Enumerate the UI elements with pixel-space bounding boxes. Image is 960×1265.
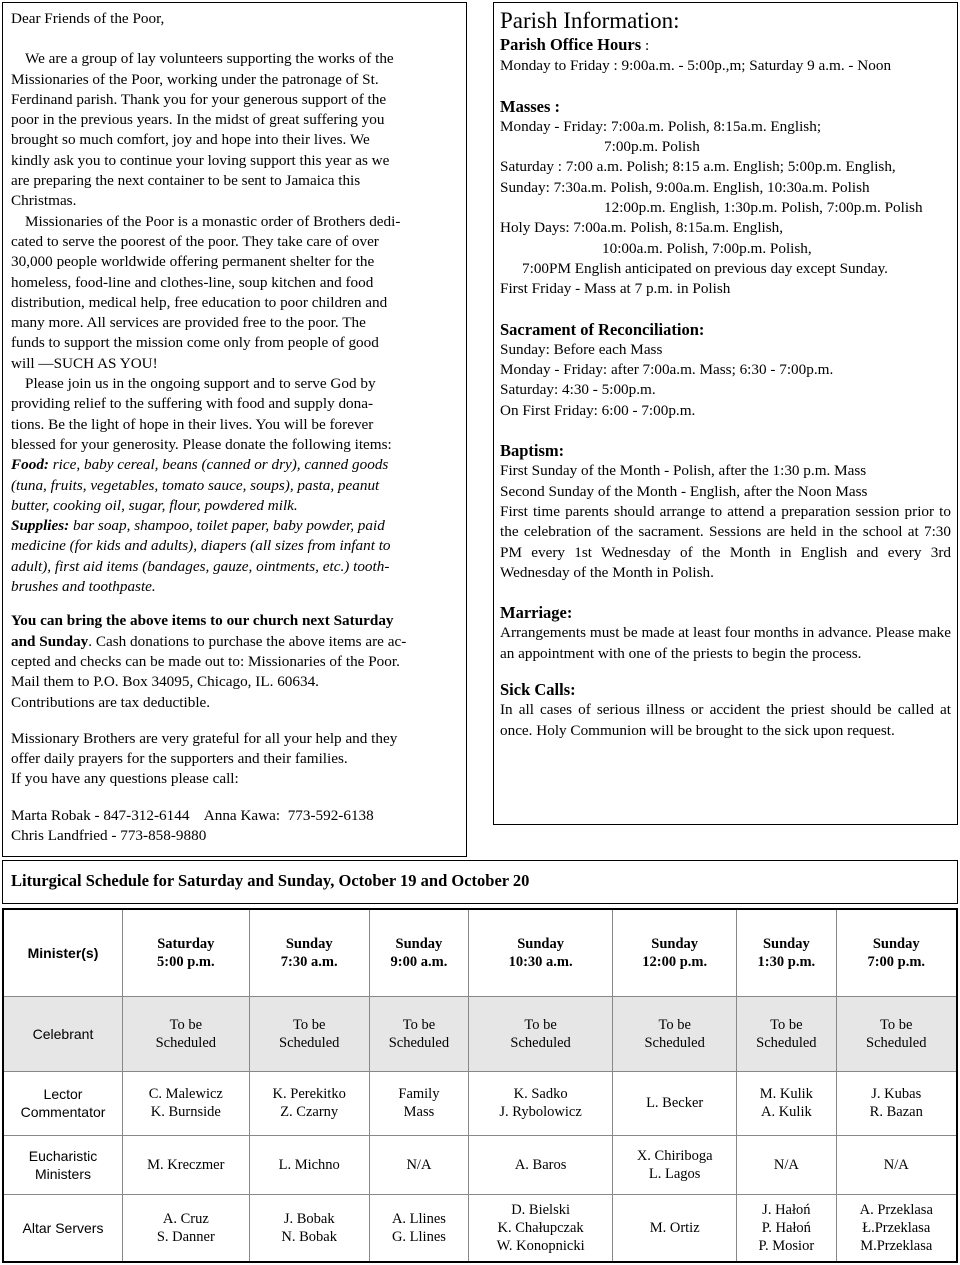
table-row: [3, 1135, 957, 1194]
parish-info-box: Parish Information: Parish Office Hours : Monday to Friday : 9:00a.m. - 5:00p.,m; Saturday 9 a.m. - Noon Masses : Monday - Friday: 7:00a.m. Polish, 8:15a.m. English; 7:00p.m. Polish Saturday : 7:00 a.m. Polish; 8:15 a.m. English; 5:00p.m. English, Sunday: 7:30a.m. Polish, 9:00a.m. English, 10:30a.m. Polish 12:00p.m. English, 1:30p.m. Polish, 7:00p.m. Polish Holy Days: 7:00a.m. Polish, 8:15a.m. English, 10:00a.m. Polish, 7:00p.m. Polish, 7:00PM English anticipated on previous day except Sunday. First Friday - Mass at 7 p.m. in Polish Sacrament of Reconciliation: Sunday: Before each Mass Monday - Friday: after 7:00a.m. Mass; 6:30 - 7:00p.m. Saturday: 4:30 - 5:00p.m. On First Friday: 6:00 - 7:00p.m. Baptism: First Sunday of the Month - Polish, after the 1:30 p.m. Mass Second Sunday of the Month - English, after the Noon Mass First time parents should arrange to attend a preparation session prior to the celebration of the sacrament. Sessions are held in the school at 7:30 PM every 1st Wednesday of the Month in English and every 3rd Wednesday of the Month in Polish. Marriage: Arrangements must be made at least four months in advance. Please make an appointment with one of the priests to begin the process. Sick Calls: In all cases of serious illness or accident the priest should be called at once. Holy Communion will be brought to the sick upon request.: [493, 2, 958, 825]
letter-paragraph-3: Please join us in the ongoing support and to serve God by providing relief to the suffering with food and supply dona- tions. Be the light of hope in their lives. You will be forever blessed for your generosity. Please donate the following items:: [11, 375, 392, 453]
table-cell: M. Kreczmer: [123, 1135, 250, 1194]
table-cell: Celebrant: [3, 996, 123, 1071]
table-header-row: [3, 909, 957, 996]
letter-paragraph-1: We are a group of lay volunteers supporting the works of the Missionaries of the Poor, working under the patronage of St. Ferdinand parish. Thank you for your generous support of the poor in the previous years. In the midst of great suffering you brought so much comfort, joy and hope into their lives. We kindly ask you to continue your loving support this year as we are preparing the next container to be sent to Jamaica this Christmas.: [11, 50, 394, 210]
table-row: [3, 1071, 957, 1135]
table-cell: To be Scheduled: [369, 996, 468, 1071]
table-cell: Lector Commentator: [3, 1071, 123, 1135]
header-cell: Minister(s): [3, 909, 123, 996]
header-cell: Sunday 12:00 p.m.: [613, 909, 737, 996]
supplies-list: Supplies: bar soap, shampoo, toilet paper, baby powder, paid medicine (for kids and adults), diapers (all sizes from infant to adult), first aid items (bandages, gauze, ointments, etc.) tooth- brushes and toothpaste.: [11, 517, 391, 596]
letter-box: [2, 2, 467, 857]
food-list: Food: rice, baby cereal, beans (canned or dry), canned goods (tuna, fruits, vegetables, tomato sauce, soups), pasta, peanut butter, cooking oil, sugar, flour, powdered milk.: [11, 456, 389, 514]
table-row: [3, 1194, 957, 1262]
baptism-text: First time parents should arrange to attend a preparation session prior to the celebration of the sacrament. Sessions are held in the school at 7:30 PM every 1st Wednesday of the Month in English and every 3rd Wednesday of the Month in Polish.: [500, 502, 951, 581]
table-cell: A. Baros: [469, 1135, 613, 1194]
marriage-heading: Marriage:: [500, 603, 573, 623]
table-row: [3, 996, 957, 1071]
header-cell: Sunday 1:30 p.m.: [737, 909, 836, 996]
table-cell: K. Sadko J. Rybolowicz: [469, 1071, 613, 1135]
grateful-paragraph: Missionary Brothers are very grateful for all your help and they offer daily prayers for the supporters and their families. If you have any questions please call:: [11, 729, 398, 788]
table-cell: M. Ortiz: [613, 1194, 737, 1262]
table-cell: To be Scheduled: [836, 996, 957, 1071]
header-cell: Sunday 7:00 p.m.: [836, 909, 957, 996]
table-cell: J. Hałoń P. Hałoń P. Mosior: [737, 1194, 836, 1262]
table-cell: D. Bielski K. Chałupczak W. Konopnicki: [469, 1194, 613, 1262]
sick-calls-heading: Sick Calls:: [500, 680, 576, 700]
table-cell: A. Llines G. Llines: [369, 1194, 468, 1262]
baptism-heading: Baptism:: [500, 441, 565, 461]
table-cell: A. Przeklasa Ł.Przeklasa M.Przeklasa: [836, 1194, 957, 1262]
table-cell: L. Becker: [613, 1071, 737, 1135]
sick-calls-text: In all cases of serious illness or accident the priest should be called at once. Holy Communion will be brought to the sick upon request.: [500, 701, 951, 739]
table-cell: Eucharistic Ministers: [3, 1135, 123, 1194]
bring-items-paragraph: You can bring the above items to our church next Saturday and Sunday. Cash donations to purchase the above items are ac- cepted and checks can be made out to: Missionaries of the Poor. Mail them to P.O. Box 34095, Chicago, IL. 60634. Contributions are tax deductible.: [11, 612, 407, 711]
reconciliation-heading: Sacrament of Reconciliation:: [500, 319, 705, 339]
contacts: Marta Robak - 847-312-6144 Anna Kawa: 773-592-6138 Chris Landfried - 773-858-9880: [11, 806, 374, 844]
schedule-title: Liturgical Schedule for Saturday and Sunday, October 19 and October 20: [2, 860, 958, 904]
table-cell: J. Kubas R. Bazan: [836, 1071, 957, 1135]
table-cell: Altar Servers: [3, 1194, 123, 1262]
header-cell: Saturday 5:00 p.m.: [123, 909, 250, 996]
header-cell: Sunday 7:30 a.m.: [249, 909, 369, 996]
table-cell: To be Scheduled: [469, 996, 613, 1071]
table-cell: To be Scheduled: [123, 996, 250, 1071]
food-label: Food:: [11, 456, 49, 474]
table-cell: X. Chiriboga L. Lagos: [613, 1135, 737, 1194]
marriage-text: Arrangements must be made at least four months in advance. Please make an appointment with one of the priests to begin the process.: [500, 624, 951, 662]
supplies-label: Supplies:: [11, 517, 70, 535]
table-cell: A. Cruz S. Danner: [123, 1194, 250, 1262]
table-cell: N/A: [836, 1135, 957, 1194]
header-cell: Sunday 9:00 a.m.: [369, 909, 468, 996]
header-cell: Sunday 10:30 a.m.: [469, 909, 613, 996]
table-cell: To be Scheduled: [737, 996, 836, 1071]
schedule-table: [2, 908, 958, 1263]
masses-heading: Masses :: [500, 96, 561, 116]
table-cell: J. Bobak N. Bobak: [249, 1194, 369, 1262]
office-hours-text: Monday to Friday : 9:00a.m. - 5:00p.,m; Saturday 9 a.m. - Noon: [500, 57, 892, 75]
table-cell: K. Perekitko Z. Czarny: [249, 1071, 369, 1135]
table-cell: To be Scheduled: [613, 996, 737, 1071]
office-hours-heading: Parish Office Hours :: [500, 35, 650, 54]
table-cell: L. Michno: [249, 1135, 369, 1194]
table-cell: N/A: [737, 1135, 836, 1194]
table-cell: Family Mass: [369, 1071, 468, 1135]
letter-greeting: Dear Friends of the Poor,: [11, 10, 165, 27]
parish-info-title: Parish Information:: [500, 8, 680, 33]
table-cell: M. Kulik A. Kulik: [737, 1071, 836, 1135]
table-cell: N/A: [369, 1135, 468, 1194]
table-cell: C. Malewicz K. Burnside: [123, 1071, 250, 1135]
letter-paragraph-2: Missionaries of the Poor is a monastic order of Brothers dedi- cated to serve the poorest of the poor. They take care of over 30,000 people worldwide offering permanent shelter for the homeless, food-line and clothes-line, soup kitchen and food distribution, medical help, free education to poor children and many more. All services are provided free to the poor. The funds to support the mission come only from people of good will —SUCH AS YOU!: [11, 212, 401, 372]
table-cell: To be Scheduled: [249, 996, 369, 1071]
